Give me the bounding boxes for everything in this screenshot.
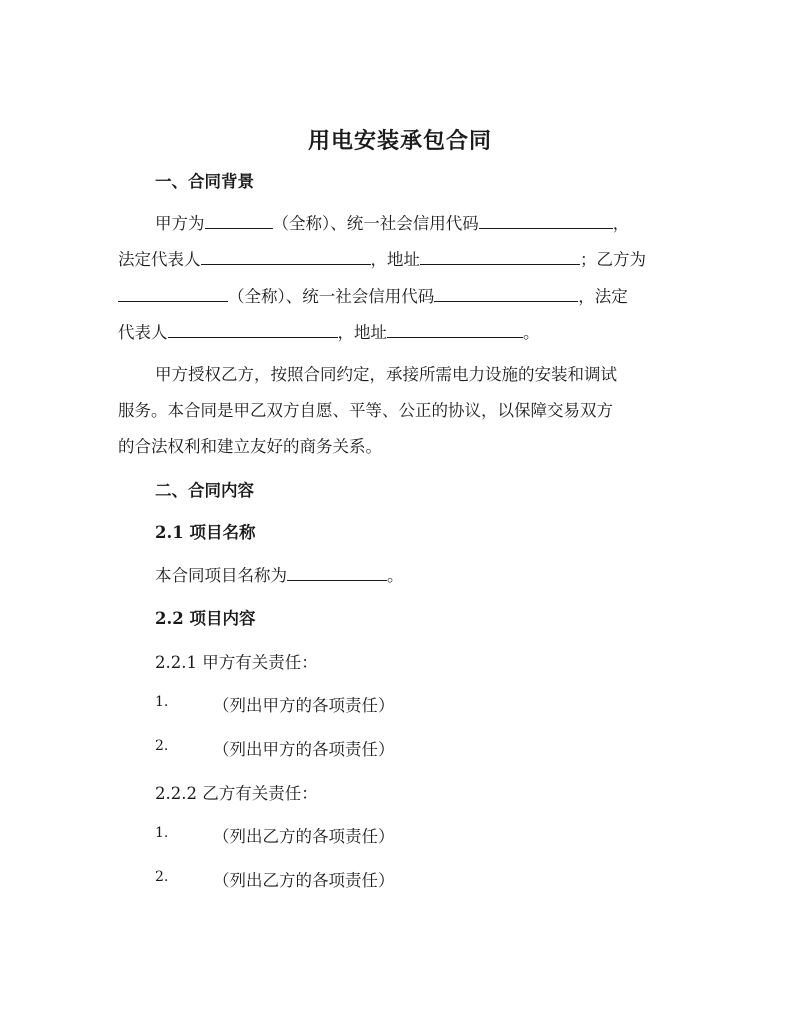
section-heading-background: 一、合同背景	[155, 172, 254, 191]
project-name-blank	[287, 565, 387, 581]
legal-rep-label: 法定代表人	[118, 250, 201, 269]
document-title: 用电安装承包合同	[307, 128, 492, 154]
paragraph-line: 服务。本合同是甲乙双方自愿、平等、公正的协议，以保障交易双方	[118, 401, 613, 420]
paragraph-line	[118, 246, 646, 270]
party-b-prefix: ；乙方为	[580, 250, 646, 269]
list-number: 2.	[155, 738, 169, 754]
list-item: （列出甲方的各项责任）	[213, 740, 395, 759]
paragraph-line	[118, 319, 540, 343]
party-b-credit-code-blank	[434, 286, 578, 302]
address-label: ，地址	[337, 323, 387, 342]
list-number: 1.	[155, 825, 169, 841]
full-name-credit-code-label: （全称）、统一社会信用代码	[228, 287, 435, 306]
paragraph-line	[155, 562, 404, 586]
paragraph-line	[155, 210, 629, 234]
party-a-responsibilities-heading: 2.2.1 甲方有关责任：	[155, 653, 318, 672]
party-b-legal-rep-blank	[168, 322, 338, 338]
party-b-name-blank	[118, 286, 228, 302]
list-item: （列出甲方的各项责任）	[213, 696, 395, 715]
address-label: ，地址	[370, 250, 420, 269]
paragraph-line: 甲方授权乙方，按照合同约定，承接所需电力设施的安装和调试	[155, 365, 617, 384]
paragraph-line: 的合法权利和建立友好的商务关系。	[118, 437, 382, 456]
list-item: （列出乙方的各项责任）	[213, 871, 395, 890]
project-name-label: 本合同项目名称为	[155, 566, 287, 585]
party-a-prefix: 甲方为	[155, 214, 205, 233]
party-a-legal-rep-blank	[201, 249, 371, 265]
list-number: 1.	[155, 694, 169, 710]
paragraph-line	[118, 283, 628, 307]
party-b-address-blank	[387, 322, 523, 338]
party-a-credit-code-blank	[479, 213, 613, 229]
section-heading-content: 二、合同内容	[155, 481, 254, 500]
period: 。	[387, 566, 404, 585]
party-b-responsibilities-heading: 2.2.2 乙方有关责任：	[155, 784, 318, 803]
legal-suffix: ，法定	[578, 287, 628, 306]
party-a-address-blank	[420, 249, 580, 265]
subsection-heading-project-name: 2.1 项目名称	[155, 523, 256, 542]
list-item: （列出乙方的各项责任）	[213, 827, 395, 846]
period: 。	[523, 323, 540, 342]
comma: ，	[612, 214, 630, 233]
party-a-name-blank	[205, 213, 273, 229]
full-name-credit-code-label: （全称）、统一社会信用代码	[272, 214, 479, 233]
subsection-heading-project-content: 2.2 项目内容	[155, 609, 256, 628]
legal-rep-label: 代表人	[118, 323, 168, 342]
list-number: 2.	[155, 869, 169, 885]
